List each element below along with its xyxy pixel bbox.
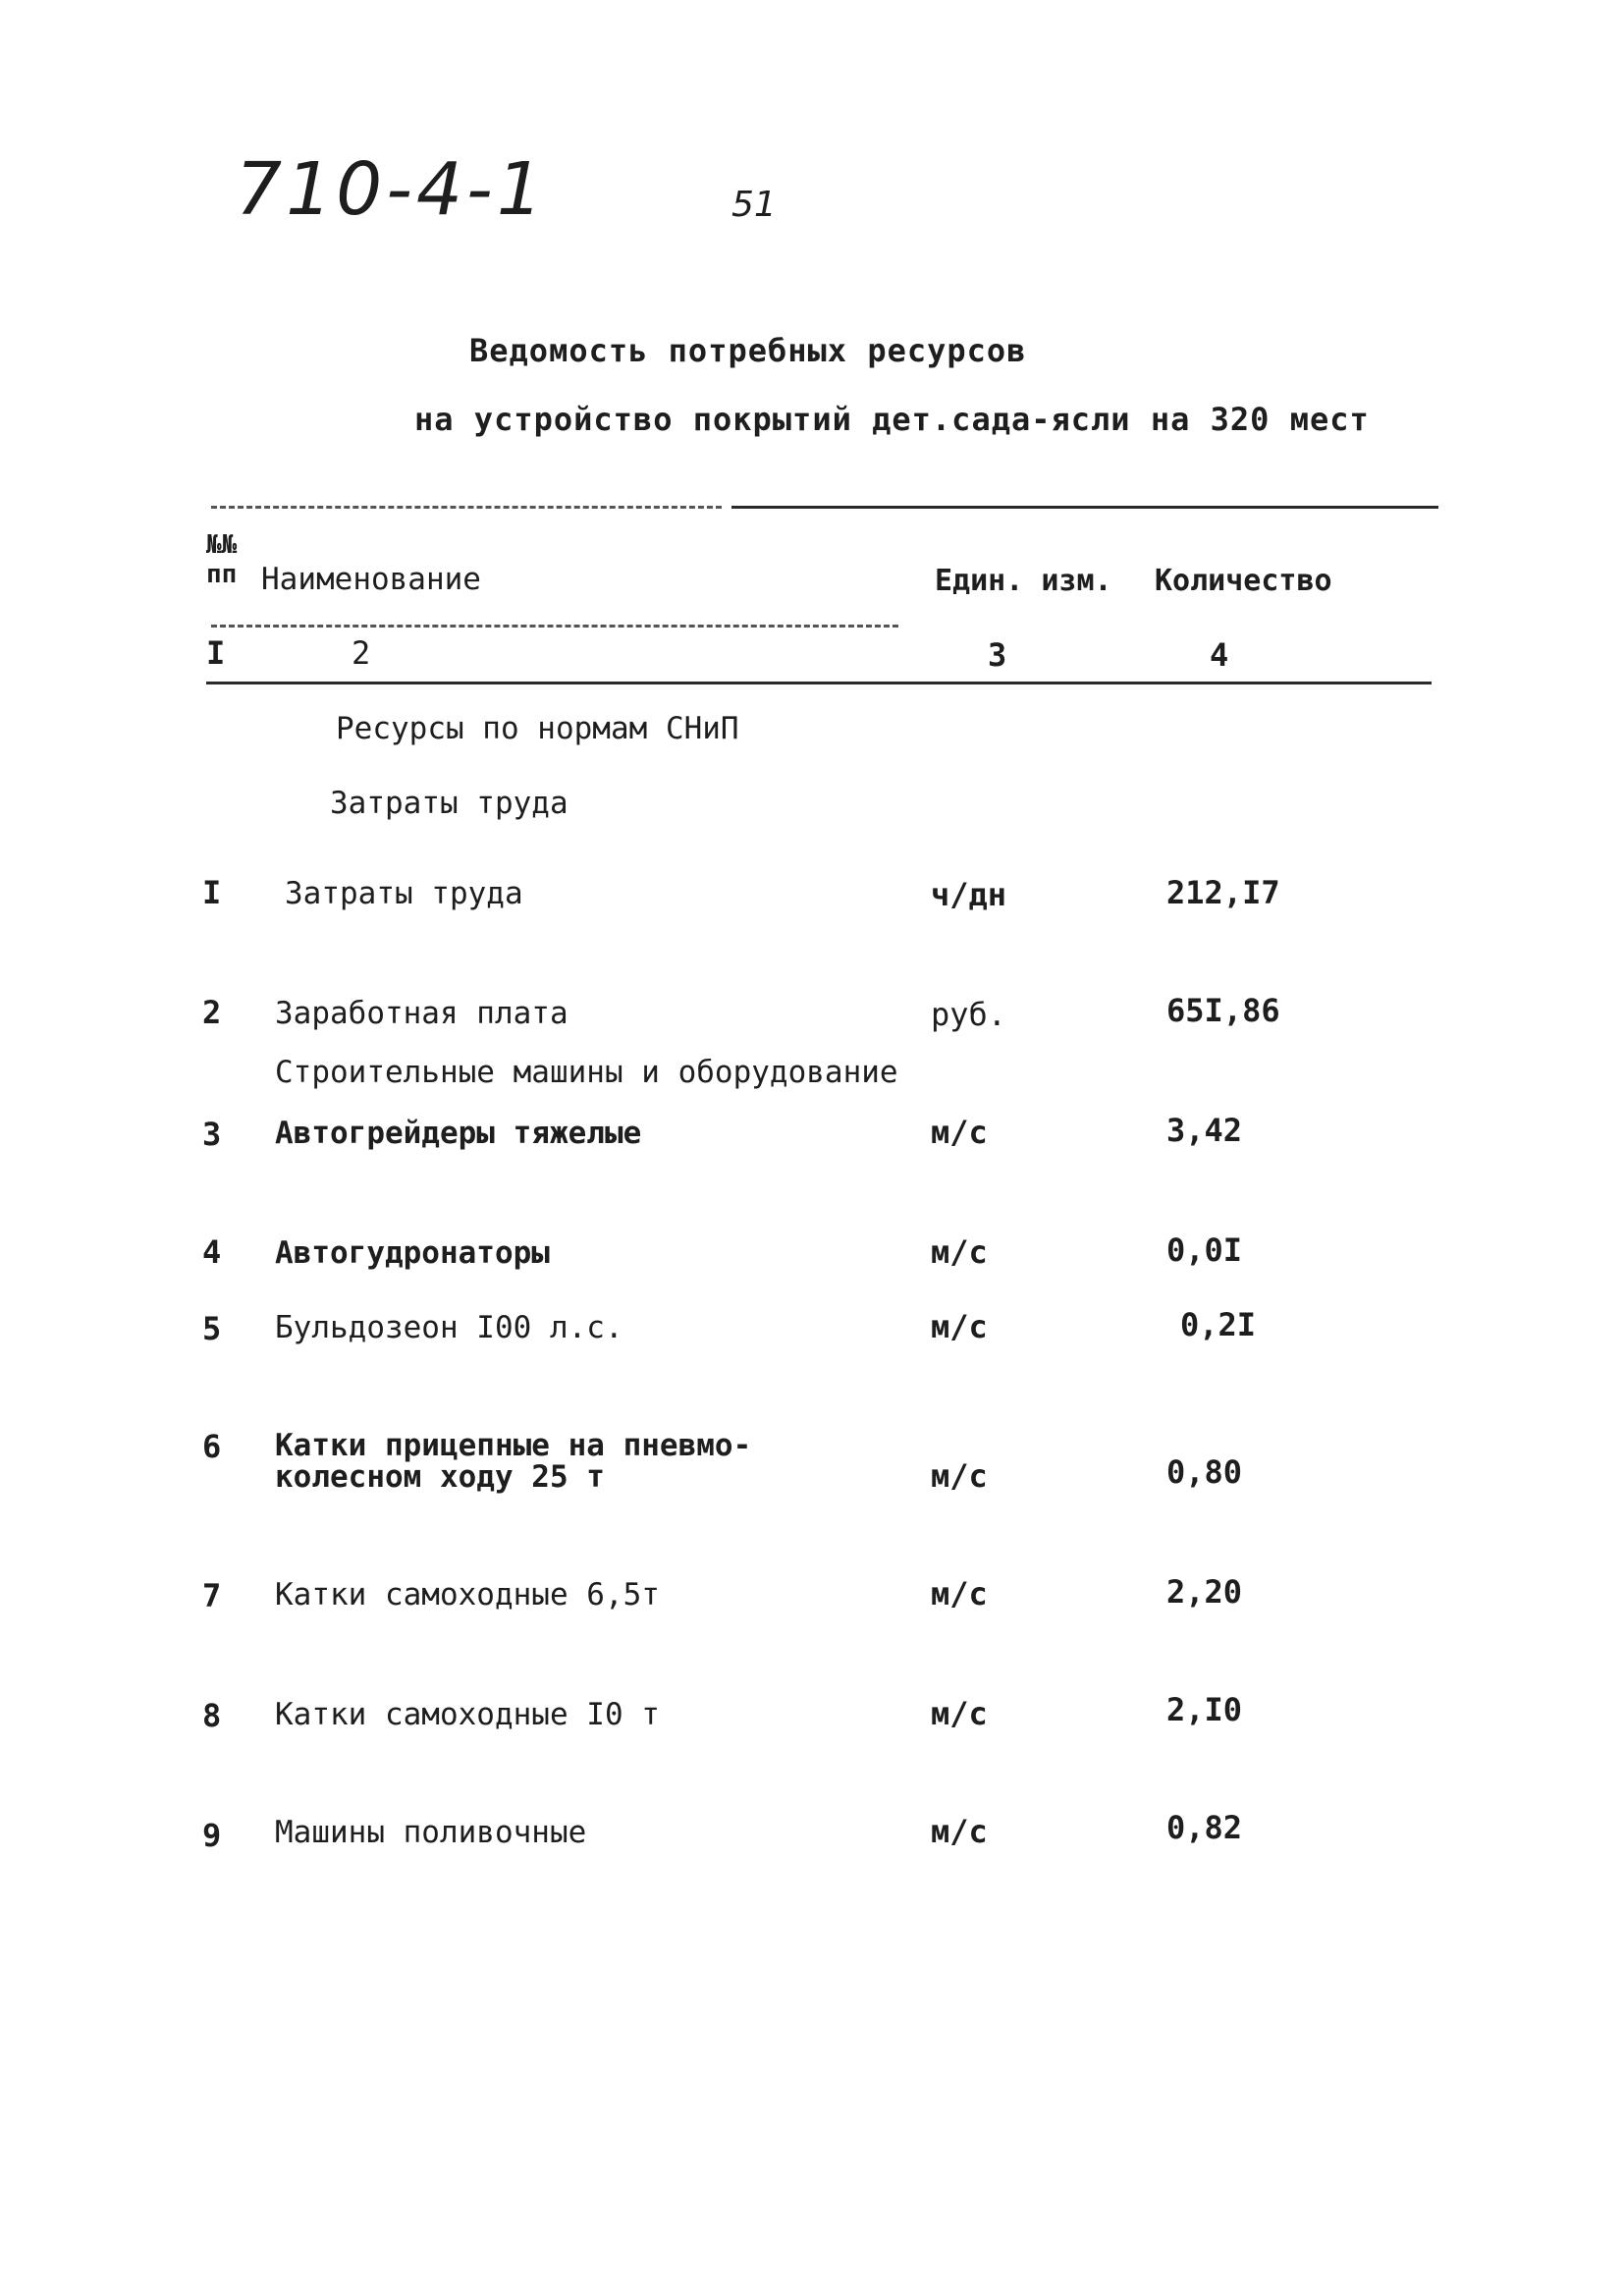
row-number: 2 (202, 994, 222, 1031)
row-number: 8 (202, 1697, 222, 1734)
row-name: Машины поливочные (275, 1815, 587, 1850)
row-name-continued: колесном ходу 25 т (275, 1459, 605, 1495)
row-name: Катки прицепные на пневмо- (275, 1428, 752, 1463)
document-number: 710-4-1 (236, 147, 547, 232)
column-number-4: 4 (1210, 636, 1229, 674)
row-unit: м/с (931, 1457, 988, 1495)
section-norms: Ресурсы по нормам СНиП (336, 711, 739, 746)
row-quantity: 2,20 (1166, 1573, 1243, 1611)
row-unit: м/с (931, 1308, 988, 1345)
row-quantity: 0,80 (1166, 1453, 1243, 1491)
row-name: Бульдозеон I00 л.с. (275, 1310, 623, 1345)
row-number: 5 (202, 1310, 222, 1347)
row-quantity: 212,I7 (1166, 874, 1280, 911)
section-labor: Затраты труда (330, 786, 568, 821)
document-title: Ведомость потребных ресурсов (469, 332, 1027, 369)
row-unit: ч/дн (931, 876, 1007, 913)
row-name: Затраты труда (285, 876, 523, 911)
row-number: 4 (202, 1233, 222, 1271)
column-header-unit: Един. изм. (935, 564, 1112, 598)
page-number: 51 (731, 185, 777, 225)
row-unit: м/с (931, 1575, 988, 1613)
row-quantity: 3,42 (1166, 1112, 1243, 1149)
table-top-rule (731, 506, 1438, 509)
row-unit: м/с (931, 1114, 988, 1151)
row-name: Заработная плата (275, 996, 568, 1031)
row-number: I (202, 874, 222, 911)
row-number: 7 (202, 1577, 222, 1614)
row-unit: руб. (931, 996, 1007, 1033)
header-divider-rule (211, 625, 898, 628)
column-number-3: 3 (988, 636, 1007, 674)
row-quantity: 65I,86 (1166, 992, 1280, 1029)
row-name: Автогрейдеры тяжелые (275, 1116, 642, 1151)
row-unit: м/с (931, 1695, 988, 1732)
table-top-rule-dashed (211, 506, 722, 509)
column-header-no: №№ пп (206, 530, 238, 589)
row-name: Катки самоходные 6,5т (275, 1577, 660, 1613)
column-number-2: 2 (352, 634, 371, 672)
row-number: 3 (202, 1116, 222, 1153)
section-machines: Строительные машины и оборудование (275, 1055, 898, 1090)
document-subtitle: на устройство покрытий дет.сада-ясли на 320 мест (414, 401, 1370, 438)
column-header-quantity: Количество (1155, 564, 1332, 598)
column-number-1: I (206, 634, 226, 672)
row-number: 6 (202, 1428, 222, 1465)
row-quantity: 0,2I (1180, 1306, 1257, 1343)
row-quantity: 0,0I (1166, 1231, 1243, 1269)
row-quantity: 0,82 (1166, 1809, 1243, 1846)
row-unit: м/с (931, 1813, 988, 1850)
row-unit: м/с (931, 1233, 988, 1271)
row-name: Автогудронаторы (275, 1235, 550, 1271)
row-number: 9 (202, 1817, 222, 1854)
column-header-name: Наименование (261, 562, 481, 597)
header-bottom-rule (206, 682, 1432, 684)
row-quantity: 2,I0 (1166, 1691, 1243, 1728)
row-name: Катки самоходные I0 т (275, 1697, 660, 1732)
